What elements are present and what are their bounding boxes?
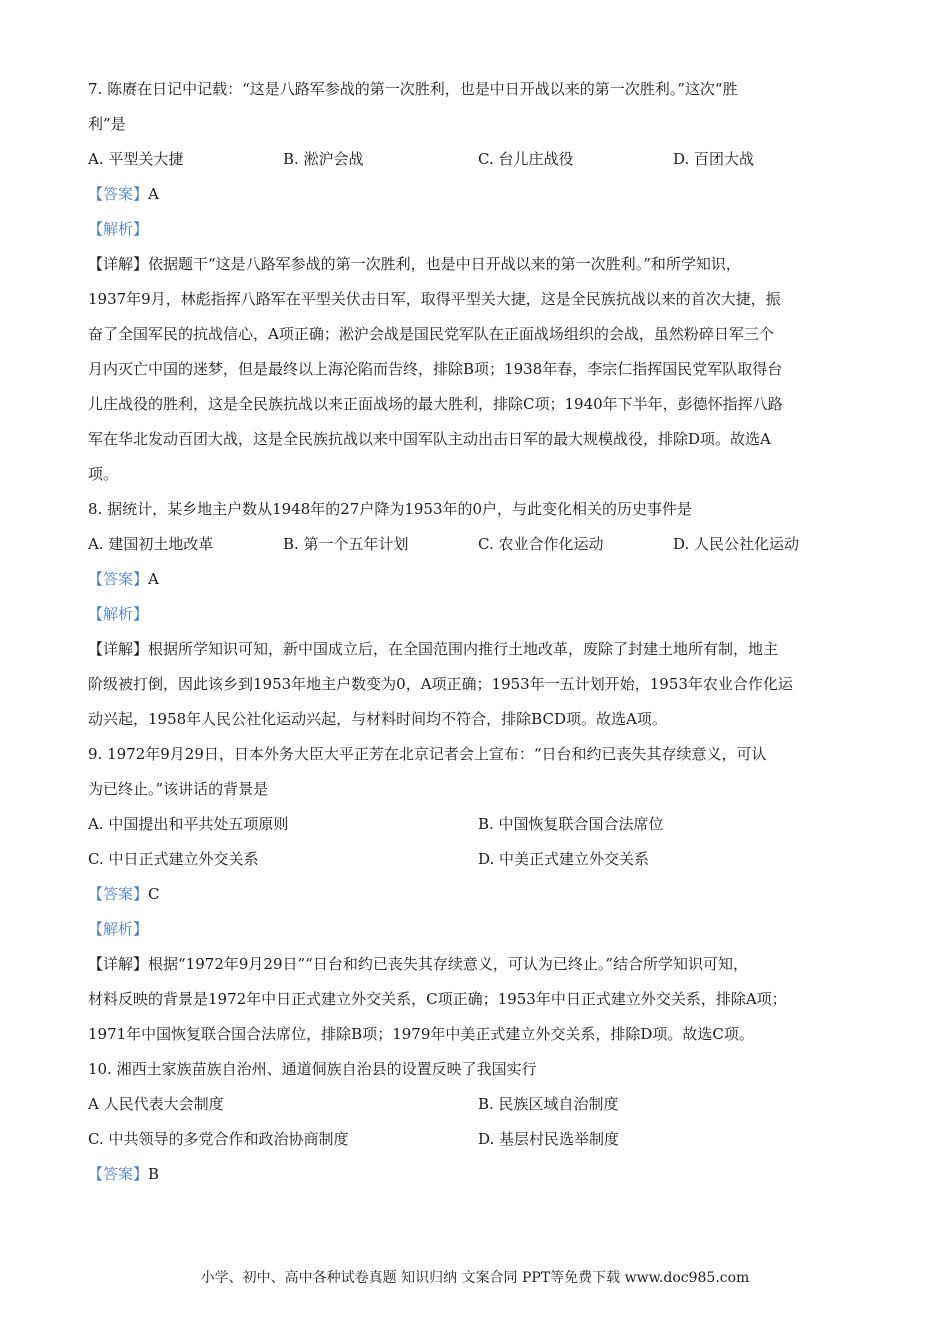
options-row (88, 807, 870, 842)
answer-tag: 【答案】 (88, 185, 149, 203)
detail-text: 儿庄战役的胜利，这是全民族抗战以来正面战场的最大胜利，排除C项；1940年下半年，彭德怀指挥八路 (88, 395, 783, 413)
option-a: A. 建国初土地改革 (88, 535, 214, 553)
option-c: C. 中共领导的多党合作和政治协商制度 (88, 1130, 349, 1148)
detail-text: 军在华北发动百团大战，这是全民族抗战以来中国军队主动出击日军的最大规模战役，排除D项。故选A (88, 430, 771, 448)
question-stem: 为已终止。”该讲话的背景是 (88, 780, 269, 798)
answer-value: C (148, 885, 160, 903)
answer-value: A (148, 185, 159, 203)
question-stem: 8. 据统计，某乡地主户数从1948年的27户降为1953年的0户，与此变化相关的历史事件是 (88, 500, 693, 518)
option-a: A 人民代表大会制度 (88, 1095, 224, 1113)
analysis-tag: 【解析】 (88, 920, 149, 938)
detail-text: 动兴起，1958年人民公社化运动兴起，与材料时间均不符合，排除BCD项。故选A项。 (88, 710, 667, 728)
option-d: D. 中美正式建立外交关系 (478, 850, 650, 868)
detail-text: 月内灭亡中国的迷梦，但是最终以上海沦陷而告终，排除B项；1938年春，李宗仁指挥国民党军队取得台 (88, 360, 783, 378)
detail-text: 奋了全国军民的抗战信心，A项正确；淞沪会战是国民党军队在正面战场组织的会战，虽然粉碎日军三个 (88, 325, 774, 343)
option-d: D. 基层村民选举制度 (478, 1130, 620, 1148)
option-b: B. 淞沪会战 (283, 150, 364, 168)
option-b: B. 第一个五年计划 (283, 535, 409, 553)
page-footer: 小学、初中、高中各种试卷真题 知识归纳 文案合同 PPT等免费下载 www.doc985.com (200, 1270, 750, 1286)
option-a: A. 平型关大捷 (88, 150, 184, 168)
option-d: D. 百团大战 (673, 150, 755, 168)
detail-text: 材料反映的背景是1972年中日正式建立外交关系，C项正确；1953年中日正式建立外交关系，排除A项； (88, 990, 787, 1008)
answer-tag: 【答案】 (88, 570, 149, 588)
detail-text: 1937年9月，林彪指挥八路军在平型关伏击日军，取得平型关大捷，这是全民族抗战以来的首次大捷，振 (88, 290, 781, 308)
question-10 (88, 1052, 870, 1192)
answer-value: B (148, 1165, 160, 1183)
detail-text: 根据所学知识可知，新中国成立后，在全国范围内推行土地改革，废除了封建土地所有制，地主 (148, 640, 779, 658)
detail-text: 阶级被打倒，因此该乡到1953年地主户数变为0，A项正确；1953年一五计划开始，1953年农业合作化运 (88, 675, 793, 693)
option-b: B. 民族区域自治制度 (478, 1095, 619, 1113)
question-7 (88, 72, 870, 492)
answer-line (88, 562, 870, 597)
analysis-tag: 【解析】 (88, 605, 149, 623)
options-row (88, 1087, 870, 1122)
options-row (88, 142, 870, 177)
detail-text: 根据“1972年9月29日”“日台和约已丧失其存续意义，可认为已终止。”结合所学知识可知， (148, 955, 748, 973)
exam-page (88, 72, 870, 1192)
detail-line (88, 632, 870, 667)
analysis-tag: 【解析】 (88, 220, 149, 238)
detail-line (88, 247, 870, 282)
detail-tag: 【详解】 (88, 640, 149, 658)
detail-text: 1971年中国恢复联合国合法席位，排除B项；1979年中美正式建立外交关系，排除D项。故选C项。 (88, 1025, 754, 1043)
option-b: B. 中国恢复联合国合法席位 (478, 815, 664, 833)
option-a: A. 中国提出和平共处五项原则 (88, 815, 289, 833)
detail-line (88, 947, 870, 982)
answer-tag: 【答案】 (88, 1165, 149, 1183)
answer-value: A (148, 570, 159, 588)
option-d: D. 人民公社化运动 (673, 535, 800, 553)
question-8 (88, 492, 870, 737)
option-c: C. 中日正式建立外交关系 (88, 850, 259, 868)
option-c: C. 农业合作化运动 (478, 535, 604, 553)
answer-line (88, 177, 870, 212)
detail-tag: 【详解】 (88, 255, 149, 273)
options-row (88, 842, 870, 877)
answer-line (88, 1157, 870, 1192)
question-9 (88, 737, 870, 1052)
detail-text: 项。 (88, 465, 119, 483)
answer-tag: 【答案】 (88, 885, 149, 903)
question-stem: 利”是 (88, 115, 126, 133)
options-row (88, 527, 870, 562)
question-stem: 9. 1972年9月29日，日本外务大臣大平正芳在北京记者会上宣布：“日台和约已丧失其存续意义，可认 (88, 745, 767, 763)
question-stem: 10. 湘西土家族苗族自治州、通道侗族自治县的设置反映了我国实行 (88, 1060, 537, 1078)
detail-text: 依据题干“这是八路军参战的第一次胜利，也是中日开战以来的第一次胜利。”和所学知识， (148, 255, 741, 273)
options-row (88, 1122, 870, 1157)
option-c: C. 台儿庄战役 (478, 150, 574, 168)
detail-tag: 【详解】 (88, 955, 149, 973)
question-stem: 7. 陈赓在日记中记载：“这是八路军参战的第一次胜利，也是中日开战以来的第一次胜利。”这次“胜 (88, 80, 738, 98)
answer-line (88, 877, 870, 912)
